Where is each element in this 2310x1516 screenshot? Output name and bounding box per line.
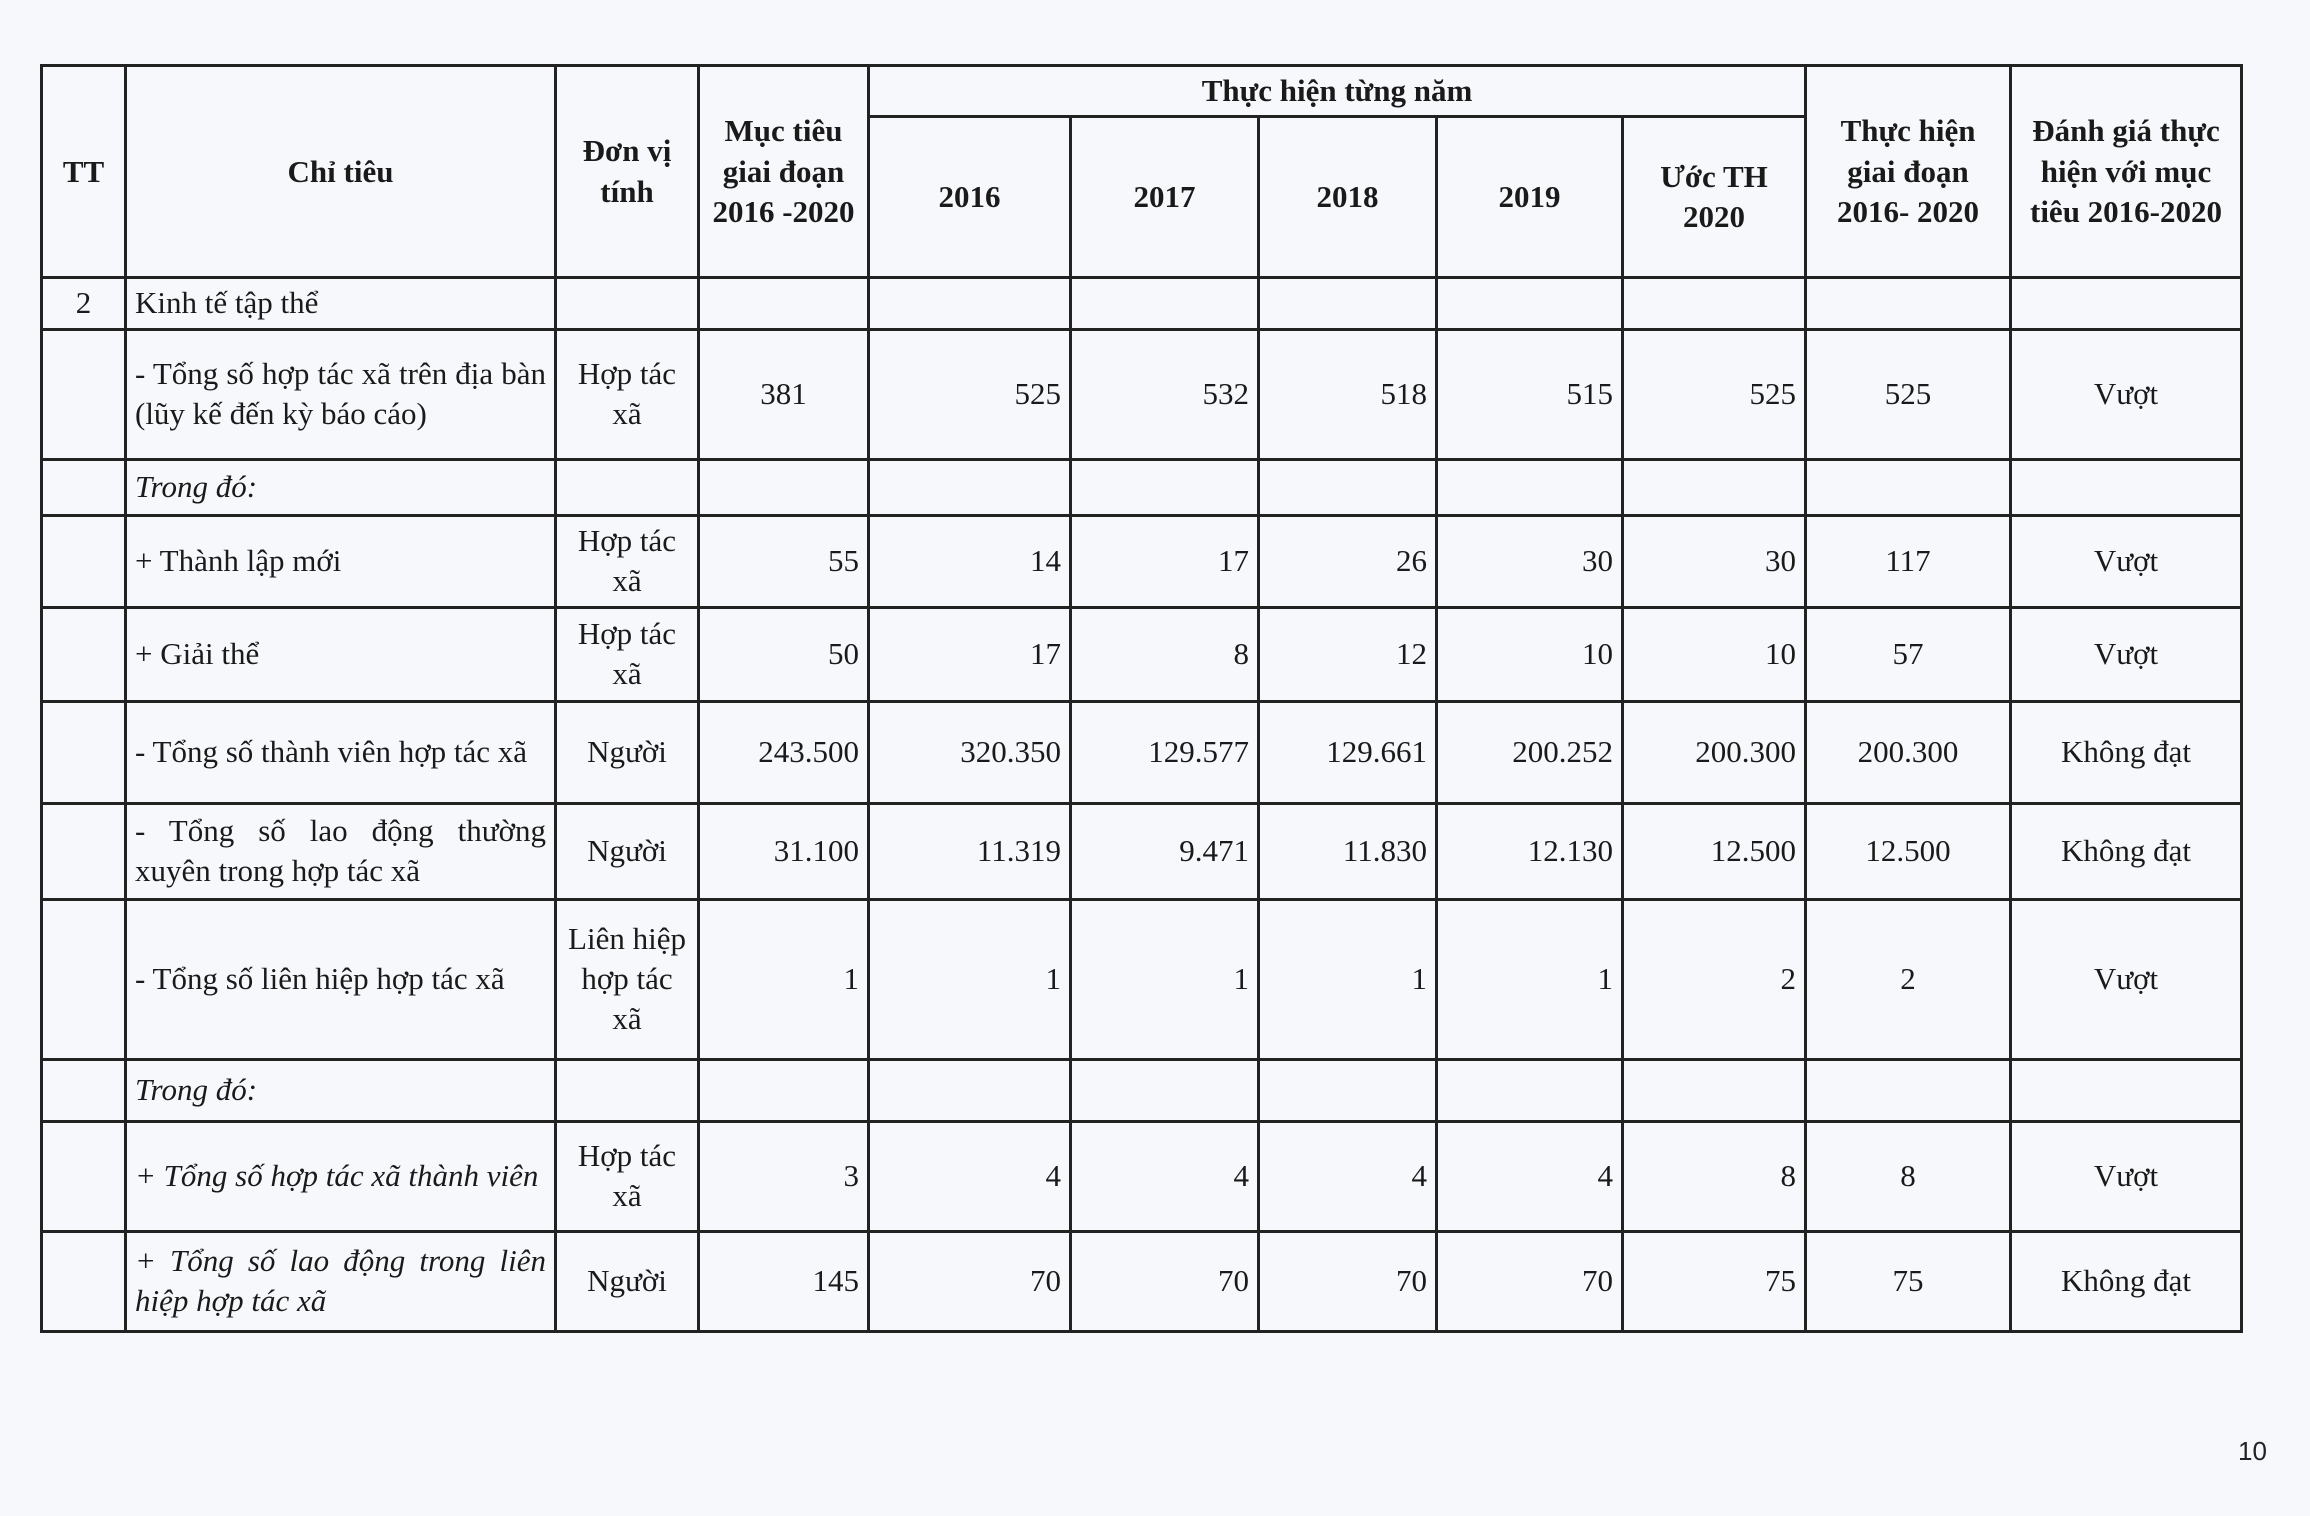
row-tt	[42, 607, 126, 701]
header-year: 2018	[1259, 117, 1437, 278]
row-year-value: 4	[1437, 1121, 1623, 1231]
table-row	[42, 459, 2242, 515]
row-year-value: 1	[1071, 899, 1259, 1059]
row-period: 12.500	[1806, 803, 2011, 899]
row-year-value	[1437, 1059, 1623, 1121]
row-tt	[42, 329, 126, 459]
row-target: 3	[699, 1121, 869, 1231]
row-tt	[42, 515, 126, 607]
row-target	[699, 278, 869, 329]
header-thuc-hien-giai-doan: Thực hiện giai đoạn 2016- 2020	[1806, 66, 2011, 278]
row-label: - Tổng số lao động thường xuyên trong hợp tác xã	[126, 803, 556, 899]
row-year-value: 30	[1437, 515, 1623, 607]
table-row	[42, 1121, 2242, 1231]
row-tt	[42, 1059, 126, 1121]
row-year-value	[1071, 1059, 1259, 1121]
row-year-value: 14	[869, 515, 1071, 607]
header-year: 2019	[1437, 117, 1623, 278]
row-label: + Tổng số hợp tác xã thành viên	[126, 1121, 556, 1231]
header-don-vi: Đơn vị tính	[556, 66, 699, 278]
row-year-value: 4	[1071, 1121, 1259, 1231]
row-eval	[2011, 459, 2242, 515]
header-year: 2017	[1071, 117, 1259, 278]
row-year-value: 129.661	[1259, 701, 1437, 803]
row-year-value: 26	[1259, 515, 1437, 607]
row-period	[1806, 1059, 2011, 1121]
row-year-value: 320.350	[869, 701, 1071, 803]
row-year-value: 1	[1437, 899, 1623, 1059]
row-year-value: 200.300	[1623, 701, 1806, 803]
page-number: 10	[2238, 1436, 2267, 1466]
row-eval: Không đạt	[2011, 803, 2242, 899]
row-tt	[42, 459, 126, 515]
row-target: 50	[699, 607, 869, 701]
row-year-value: 8	[1071, 607, 1259, 701]
row-unit: Liên hiệp hợp tác xã	[556, 899, 699, 1059]
table-row	[42, 329, 2242, 459]
header-danh-gia: Đánh giá thực hiện với mục tiêu 2016-2020	[2011, 66, 2242, 278]
row-label: Kinh tế tập thể	[126, 278, 556, 329]
row-period: 2	[1806, 899, 2011, 1059]
row-year-value: 532	[1071, 329, 1259, 459]
row-year-value: 70	[869, 1231, 1071, 1331]
row-year-value: 70	[1437, 1231, 1623, 1331]
row-tt	[42, 803, 126, 899]
row-target: 243.500	[699, 701, 869, 803]
row-year-value: 10	[1623, 607, 1806, 701]
row-eval	[2011, 1059, 2242, 1121]
row-year-value: 1	[869, 899, 1071, 1059]
row-unit: Hợp tác xã	[556, 607, 699, 701]
row-year-value	[1071, 278, 1259, 329]
row-year-value: 200.252	[1437, 701, 1623, 803]
row-target: 1	[699, 899, 869, 1059]
row-year-value	[1623, 1059, 1806, 1121]
row-label: - Tổng số thành viên hợp tác xã	[126, 701, 556, 803]
row-year-value: 12	[1259, 607, 1437, 701]
row-year-value: 30	[1623, 515, 1806, 607]
row-period: 117	[1806, 515, 2011, 607]
row-year-value	[1437, 278, 1623, 329]
row-unit: Hợp tác xã	[556, 515, 699, 607]
row-period: 75	[1806, 1231, 2011, 1331]
table-row	[42, 515, 2242, 607]
row-period: 200.300	[1806, 701, 2011, 803]
row-target: 145	[699, 1231, 869, 1331]
row-year-value: 515	[1437, 329, 1623, 459]
row-eval: Vượt	[2011, 1121, 2242, 1231]
row-tt: 2	[42, 278, 126, 329]
row-year-value	[869, 278, 1071, 329]
row-year-value: 525	[869, 329, 1071, 459]
row-unit: Hợp tác xã	[556, 1121, 699, 1231]
header-thuc-hien-tung-nam: Thực hiện từng năm	[869, 66, 1806, 117]
row-period: 8	[1806, 1121, 2011, 1231]
row-year-value: 17	[1071, 515, 1259, 607]
row-eval: Không đạt	[2011, 701, 2242, 803]
row-year-value	[869, 1059, 1071, 1121]
row-year-value: 525	[1623, 329, 1806, 459]
row-year-value	[1623, 459, 1806, 515]
row-unit	[556, 459, 699, 515]
row-year-value: 4	[1259, 1121, 1437, 1231]
header-year: Ước TH 2020	[1623, 117, 1806, 278]
row-tt	[42, 1121, 126, 1231]
row-target	[699, 459, 869, 515]
row-year-value: 2	[1623, 899, 1806, 1059]
row-year-value: 12.500	[1623, 803, 1806, 899]
table-row	[42, 607, 2242, 701]
row-eval: Không đạt	[2011, 1231, 2242, 1331]
table-row	[42, 803, 2242, 899]
row-year-value: 4	[869, 1121, 1071, 1231]
row-eval: Vượt	[2011, 607, 2242, 701]
row-tt	[42, 1231, 126, 1331]
row-period: 525	[1806, 329, 2011, 459]
table-row	[42, 899, 2242, 1059]
row-label: - Tổng số hợp tác xã trên địa bàn (lũy kế đến kỳ báo cáo)	[126, 329, 556, 459]
row-year-value: 10	[1437, 607, 1623, 701]
row-label: + Giải thể	[126, 607, 556, 701]
row-unit	[556, 1059, 699, 1121]
row-label: + Thành lập mới	[126, 515, 556, 607]
row-tt	[42, 701, 126, 803]
report-table	[40, 64, 2243, 1333]
row-year-value: 11.319	[869, 803, 1071, 899]
header-chi-tieu: Chỉ tiêu	[126, 66, 556, 278]
row-label: + Tổng số lao động trong liên hiệp hợp tác xã	[126, 1231, 556, 1331]
row-period	[1806, 278, 2011, 329]
row-label: Trong đó:	[126, 459, 556, 515]
row-year-value	[1259, 459, 1437, 515]
table-row	[42, 701, 2242, 803]
row-eval	[2011, 278, 2242, 329]
table-row	[42, 1231, 2242, 1331]
row-year-value	[1437, 459, 1623, 515]
row-year-value: 70	[1259, 1231, 1437, 1331]
row-year-value: 12.130	[1437, 803, 1623, 899]
row-label: - Tổng số liên hiệp hợp tác xã	[126, 899, 556, 1059]
header-year: 2016	[869, 117, 1071, 278]
row-year-value: 129.577	[1071, 701, 1259, 803]
row-unit: Hợp tác xã	[556, 329, 699, 459]
row-target: 381	[699, 329, 869, 459]
row-unit: Người	[556, 803, 699, 899]
row-unit	[556, 278, 699, 329]
row-unit: Người	[556, 1231, 699, 1331]
row-eval: Vượt	[2011, 515, 2242, 607]
row-year-value: 8	[1623, 1121, 1806, 1231]
row-unit: Người	[556, 701, 699, 803]
row-eval: Vượt	[2011, 329, 2242, 459]
row-year-value	[1259, 1059, 1437, 1121]
row-period	[1806, 459, 2011, 515]
row-year-value: 11.830	[1259, 803, 1437, 899]
row-year-value: 9.471	[1071, 803, 1259, 899]
row-target	[699, 1059, 869, 1121]
table-row	[42, 278, 2242, 329]
row-target: 31.100	[699, 803, 869, 899]
row-year-value: 17	[869, 607, 1071, 701]
row-year-value: 1	[1259, 899, 1437, 1059]
row-tt	[42, 899, 126, 1059]
row-year-value	[869, 459, 1071, 515]
row-year-value	[1623, 278, 1806, 329]
row-target: 55	[699, 515, 869, 607]
row-year-value: 70	[1071, 1231, 1259, 1331]
row-period: 57	[1806, 607, 2011, 701]
row-label: Trong đó:	[126, 1059, 556, 1121]
row-year-value: 518	[1259, 329, 1437, 459]
header-muc-tieu: Mục tiêu giai đoạn 2016 -2020	[699, 66, 869, 278]
header-tt: TT	[42, 66, 126, 278]
row-eval: Vượt	[2011, 899, 2242, 1059]
row-year-value	[1071, 459, 1259, 515]
table-row	[42, 1059, 2242, 1121]
row-year-value: 75	[1623, 1231, 1806, 1331]
row-year-value	[1259, 278, 1437, 329]
